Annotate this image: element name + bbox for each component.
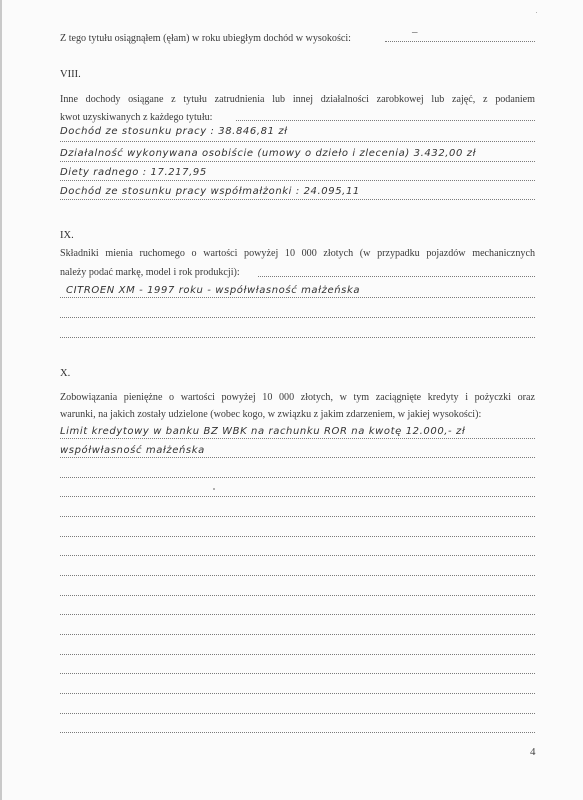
page-number: 4 bbox=[530, 746, 536, 758]
section-viii-entry: Dochód ze stosunku pracy współmałżonki : 24.095,11 bbox=[60, 186, 360, 197]
dotted-line bbox=[60, 732, 535, 733]
scan-speck bbox=[536, 12, 537, 13]
dotted-line bbox=[60, 713, 535, 714]
section-ix-text-line2: należy podać markę, model i rok produkcji): bbox=[60, 267, 240, 278]
dotted-line bbox=[60, 438, 535, 439]
section-viii-entry: Działalność wykonywana osobiście (umowy o dzieło i zlecenia) 3.432,00 zł bbox=[60, 148, 477, 159]
section-x-entry: współwłasność małżeńska bbox=[60, 445, 205, 456]
section-viii-dotted-line bbox=[236, 120, 535, 121]
dotted-line bbox=[60, 199, 535, 200]
dotted-line bbox=[60, 161, 535, 162]
section-x-heading: X. bbox=[60, 368, 71, 379]
dotted-line bbox=[60, 536, 535, 537]
section-viii-heading: VIII. bbox=[60, 69, 81, 80]
section-ix-dotted-line bbox=[258, 276, 535, 277]
dotted-line bbox=[60, 575, 535, 576]
section-x-text-line2: warunki, na jakich zostały udzielone (wobec kogo, w związku z jakim zdarzeniem, w jakiej wysokości): bbox=[60, 409, 482, 420]
scan-edge bbox=[0, 0, 2, 800]
dotted-line bbox=[60, 654, 535, 655]
dotted-line bbox=[60, 614, 535, 615]
dotted-line bbox=[60, 141, 535, 142]
section-x-text-line1: Zobowiązania pieniężne o wartości powyżej 10 000 złotych, w tym zaciągnięte kredyty i pożyczki oraz bbox=[60, 392, 535, 403]
section-viii-entry: Dochód ze stosunku pracy : 38.846,81 zł bbox=[60, 126, 288, 137]
income-dash-mark: – bbox=[412, 26, 418, 38]
dotted-line bbox=[60, 555, 535, 556]
dotted-line bbox=[60, 595, 535, 596]
section-viii-text-line2: kwot uzyskiwanych z każdego tytułu: bbox=[60, 112, 213, 123]
section-ix-entry: CITROEN XM - 1997 roku - współwłasność małżeńska bbox=[66, 285, 361, 296]
income-line: Z tego tytułu osiągnąłem (ęłam) w roku ubiegłym dochód w wysokości: bbox=[60, 33, 351, 44]
section-viii-text-line1: Inne dochody osiągane z tytułu zatrudnienia lub innej działalności zarobkowej lub zajęć, z podaniem bbox=[60, 94, 535, 105]
section-x-entry: Limit kredytowy w banku BZ WBK na rachunku ROR na kwotę 12.000,- zł bbox=[60, 426, 466, 437]
dotted-line bbox=[60, 693, 535, 694]
scan-speck bbox=[213, 488, 215, 490]
dotted-line bbox=[60, 317, 535, 318]
dotted-line bbox=[60, 634, 535, 635]
section-ix-text-line1: Składniki mienia ruchomego o wartości powyżej 10 000 złotych (w przypadku pojazdów mechanicznych bbox=[60, 248, 535, 259]
dotted-line bbox=[60, 516, 535, 517]
section-ix-heading: IX. bbox=[60, 230, 74, 241]
dotted-line bbox=[60, 496, 535, 497]
dotted-line bbox=[60, 673, 535, 674]
dotted-line bbox=[60, 337, 535, 338]
dotted-line bbox=[60, 477, 535, 478]
section-viii-entry: Diety radnego : 17.217,95 bbox=[60, 167, 207, 178]
dotted-line bbox=[60, 180, 535, 181]
dotted-line bbox=[60, 297, 535, 298]
dotted-line bbox=[60, 457, 535, 458]
income-dotted-line bbox=[385, 41, 535, 42]
